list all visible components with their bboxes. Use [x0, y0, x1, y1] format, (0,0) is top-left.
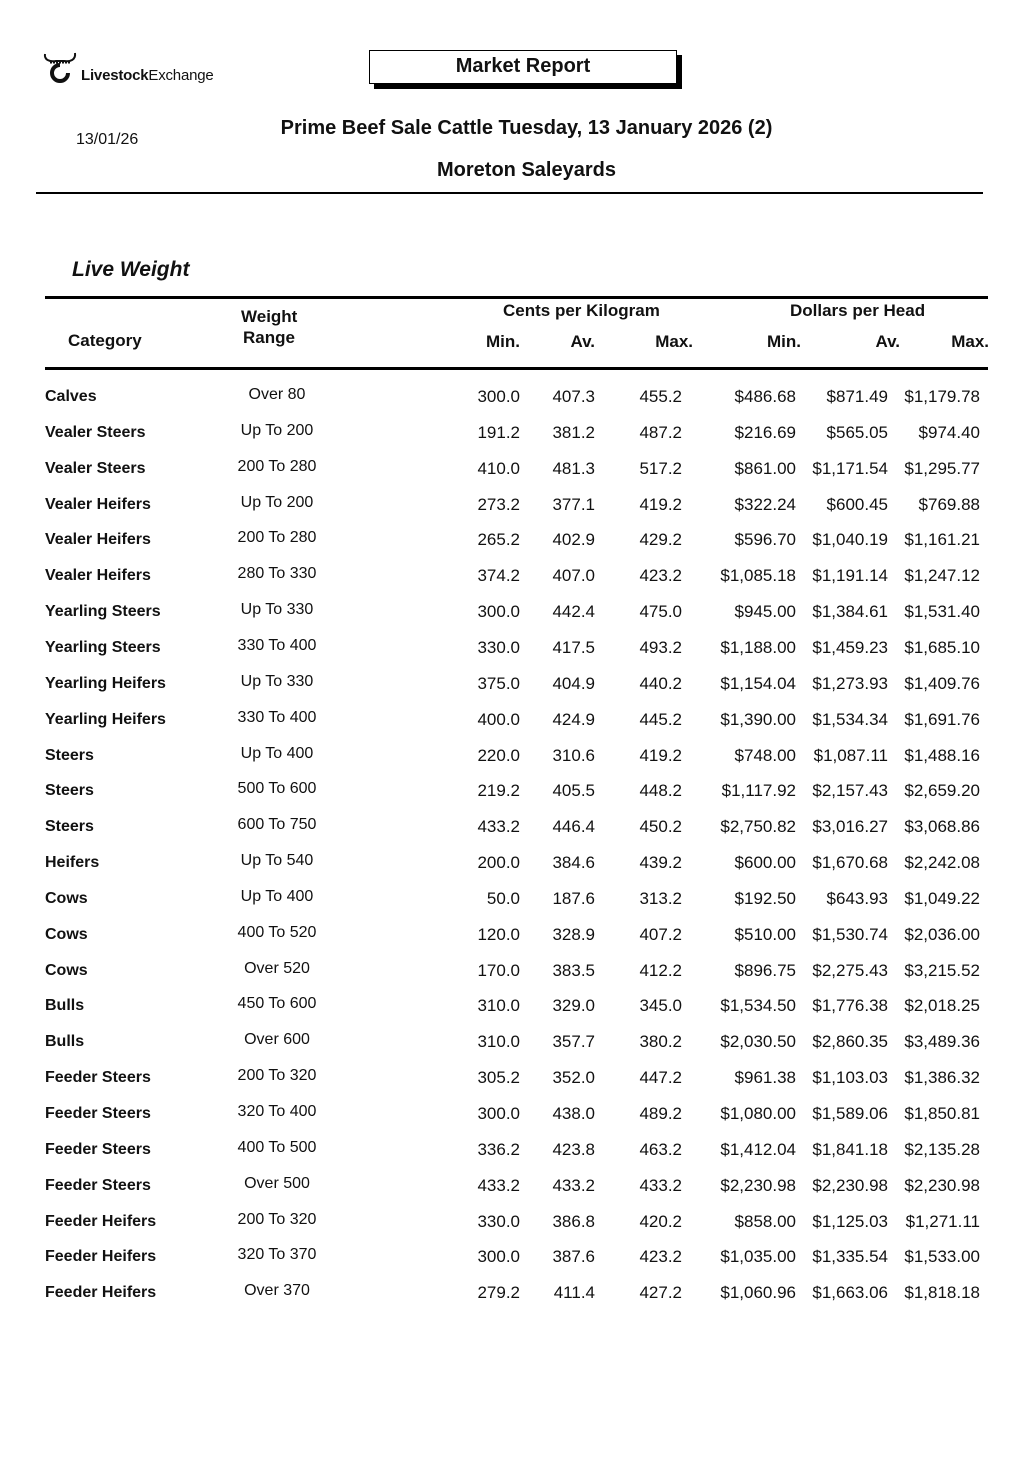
cell-dollars-max: $1,271.11: [905, 1211, 980, 1231]
cell-cents-av: 438.0: [552, 1104, 595, 1123]
cell-dollars-av: $2,157.43: [812, 781, 888, 801]
cell-category: Cows: [45, 889, 88, 907]
cell-cents-av: 377.1: [552, 494, 595, 514]
cell-dollars-av: $1,530.74: [812, 924, 888, 944]
cell-cents-av: 387.6: [552, 1247, 595, 1267]
cell-category: Feeder Steers: [45, 1069, 151, 1087]
cell-cents-max: 448.2: [639, 781, 682, 801]
cell-cents-max: 423.2: [639, 1247, 682, 1267]
cell-dollars-min: $1,390.00: [720, 709, 796, 729]
cell-dollars-max: $2,230.98: [904, 1175, 980, 1195]
cell-category: Heifers: [45, 854, 100, 872]
cell-cents-av: 424.9: [552, 709, 595, 729]
cell-dollars-av: $1,191.14: [812, 566, 888, 586]
cell-dollars-min: $1,085.18: [720, 566, 796, 586]
header-dollars-max: Max.: [951, 332, 989, 351]
cell-cents-min: 200.0: [477, 853, 520, 873]
table-row: [0, 1139, 1033, 1175]
table-row: [0, 673, 1033, 709]
cell-dollars-av: $1,171.54: [812, 458, 888, 478]
table-row: [0, 1282, 1033, 1318]
cell-category: Vealer Steers: [45, 459, 146, 477]
cell-dollars-max: $1,533.00: [904, 1247, 980, 1267]
cell-dollars-av: $1,459.23: [812, 637, 888, 657]
cell-dollars-max: $2,018.25: [904, 996, 980, 1016]
cell-dollars-av: $1,125.03: [812, 1211, 888, 1231]
cell-cents-max: 439.2: [639, 853, 682, 873]
cell-dollars-av: $1,040.19: [812, 530, 888, 550]
header-cents-av: Av.: [570, 332, 595, 351]
cell-cents-min: 374.2: [477, 566, 520, 586]
cell-weight-range: 280 To 330: [237, 565, 317, 583]
cell-dollars-av: $643.93: [826, 888, 888, 908]
header-weight-range-line1: Weight: [241, 307, 298, 326]
cell-dollars-min: $1,080.00: [720, 1104, 796, 1123]
livestock-exchange-logo: [42, 50, 214, 84]
sale-title: Prime Beef Sale Cattle Tuesday, 13 January 2026 (2): [280, 117, 773, 139]
cell-cents-av: 384.6: [552, 853, 595, 873]
cell-weight-range: Up To 200: [240, 493, 314, 511]
cell-cents-min: 310.0: [477, 1032, 520, 1052]
cell-category: Feeder Heifers: [45, 1248, 157, 1266]
cell-weight-range: 320 To 370: [237, 1246, 317, 1264]
cell-cents-min: 410.0: [477, 458, 520, 478]
cell-dollars-min: $216.69: [734, 422, 796, 442]
cell-dollars-max: $1,488.16: [904, 745, 980, 765]
header-dollars-per-head: Dollars per Head: [790, 301, 926, 320]
cell-dollars-min: $192.50: [734, 888, 796, 908]
table-row: [0, 888, 1033, 924]
cell-category: Feeder Steers: [45, 1176, 151, 1194]
cell-dollars-min: $600.00: [734, 853, 796, 873]
cell-category: Steers: [45, 818, 94, 836]
cell-cents-min: 433.2: [477, 817, 520, 837]
cell-category: Bulls: [45, 997, 85, 1015]
header-cents-per-kg: Cents per Kilogram: [503, 301, 660, 320]
cell-category: Yearling Steers: [45, 638, 161, 656]
cell-cents-av: 383.5: [552, 960, 595, 980]
cell-dollars-max: $1,295.77: [904, 458, 980, 478]
cell-cents-max: 419.2: [639, 494, 682, 514]
cell-dollars-av: $1,384.61: [812, 602, 888, 622]
cell-cents-av: 404.9: [552, 673, 595, 693]
cell-cents-min: 300.0: [477, 1104, 520, 1123]
cell-category: Bulls: [45, 1033, 85, 1051]
cell-cents-av: 381.2: [552, 422, 595, 442]
cell-cents-av: 481.3: [552, 458, 595, 478]
cell-dollars-max: $1,691.76: [904, 709, 980, 729]
cell-cents-av: 442.4: [552, 602, 595, 622]
cell-cents-min: 305.2: [477, 1068, 520, 1088]
table-header-rule: [45, 367, 988, 370]
cell-cents-min: 433.2: [477, 1175, 520, 1195]
header-dollars-min: Min.: [767, 332, 801, 351]
cell-dollars-max: $1,850.81: [904, 1104, 980, 1123]
cell-dollars-min: $1,412.04: [720, 1139, 796, 1159]
table-row: [0, 422, 1033, 458]
cell-dollars-av: $3,016.27: [812, 817, 888, 837]
cell-dollars-min: $596.70: [734, 530, 796, 550]
cell-weight-range: 400 To 520: [237, 923, 317, 941]
cell-dollars-av: $1,589.06: [812, 1104, 888, 1123]
cell-cents-min: 219.2: [477, 781, 520, 801]
header-cents-min: Min.: [486, 332, 520, 351]
cell-dollars-min: $510.00: [734, 924, 796, 944]
cell-weight-range: 330 To 400: [237, 636, 317, 654]
table-row: [0, 1175, 1033, 1211]
cell-cents-av: 329.0: [552, 996, 595, 1016]
cell-dollars-max: $1,049.22: [904, 888, 980, 908]
report-date: 13/01/26: [76, 131, 139, 148]
cell-weight-range: Up To 330: [240, 672, 314, 690]
cell-cents-max: 419.2: [639, 745, 682, 765]
cell-dollars-max: $1,409.76: [904, 673, 980, 693]
cell-dollars-min: $2,230.98: [720, 1175, 796, 1195]
cell-cents-min: 170.0: [477, 960, 520, 980]
cell-category: Yearling Heifers: [45, 710, 166, 728]
cell-cents-max: 447.2: [639, 1068, 682, 1088]
table-row: [0, 745, 1033, 781]
table-row: [0, 816, 1033, 852]
header-category: Category: [68, 331, 142, 350]
table-row: [0, 1246, 1033, 1282]
cell-dollars-max: $2,242.08: [904, 853, 980, 873]
report-title: Market Report: [369, 50, 677, 84]
cell-weight-range: Up To 330: [240, 601, 314, 619]
cell-dollars-max: $1,179.78: [904, 387, 980, 406]
cell-cents-min: 265.2: [477, 530, 520, 550]
table-row: [0, 995, 1033, 1031]
header-dollars-av: Av.: [875, 332, 900, 351]
cell-dollars-min: $861.00: [734, 458, 796, 478]
cell-cents-min: 300.0: [477, 602, 520, 622]
cell-dollars-min: $858.00: [734, 1211, 796, 1231]
cell-dollars-min: $322.24: [734, 494, 796, 514]
cell-dollars-av: $1,087.11: [813, 745, 888, 765]
cell-cents-av: 423.8: [552, 1139, 595, 1159]
cell-cents-av: 328.9: [552, 924, 595, 944]
logo-text-regular: Exchange: [148, 67, 214, 84]
cell-dollars-av: $1,335.54: [812, 1247, 888, 1267]
table-row: [0, 924, 1033, 960]
cell-cents-max: 487.2: [639, 422, 682, 442]
cell-cents-max: 412.2: [639, 960, 682, 980]
cell-category: Feeder Steers: [45, 1105, 151, 1122]
cell-cents-min: 330.0: [477, 1211, 520, 1231]
cell-weight-range: 200 To 320: [237, 1210, 317, 1228]
table-row: [0, 960, 1033, 996]
cell-cents-min: 310.0: [477, 996, 520, 1016]
cell-dollars-av: $1,841.18: [812, 1139, 888, 1159]
cell-weight-range: Over 80: [248, 386, 306, 403]
cell-cents-min: 330.0: [477, 637, 520, 657]
cell-cents-max: 429.2: [639, 530, 682, 550]
cell-dollars-max: $769.88: [918, 494, 980, 514]
cell-cents-max: 463.2: [639, 1139, 682, 1159]
table-row: [0, 529, 1033, 565]
cell-dollars-min: $1,154.04: [720, 673, 796, 693]
table-top-rule: [45, 296, 988, 299]
cell-cents-max: 380.2: [639, 1032, 682, 1052]
table-row: [0, 780, 1033, 816]
cell-cents-max: 445.2: [639, 709, 682, 729]
cell-dollars-av: $1,776.38: [812, 996, 888, 1016]
cell-weight-range: 200 To 280: [237, 529, 317, 547]
cell-weight-range: Up To 400: [240, 744, 314, 762]
cell-cents-av: 187.6: [552, 888, 595, 908]
cell-dollars-max: $2,659.20: [904, 781, 980, 801]
cell-cents-max: 455.2: [639, 387, 682, 406]
cell-cents-av: 433.2: [552, 1175, 595, 1195]
cell-category: Feeder Steers: [45, 1140, 151, 1158]
cell-cents-av: 411.4: [553, 1283, 595, 1303]
cell-cents-av: 357.7: [552, 1032, 595, 1052]
cell-dollars-av: $1,103.03: [812, 1068, 888, 1088]
cell-dollars-min: $486.68: [734, 387, 796, 406]
table-row: [0, 601, 1033, 637]
table-row: [0, 1067, 1033, 1103]
cell-dollars-min: $748.00: [734, 745, 796, 765]
cell-dollars-av: $1,670.68: [812, 853, 888, 873]
table-row: [0, 386, 1033, 422]
cell-weight-range: Over 520: [244, 959, 310, 977]
cell-category: Cows: [45, 961, 88, 979]
cell-weight-range: 330 To 400: [237, 708, 317, 726]
cell-dollars-max: $3,215.52: [904, 960, 980, 980]
cell-dollars-min: $1,534.50: [720, 996, 796, 1016]
cell-cents-max: 489.2: [639, 1104, 682, 1123]
cell-cents-max: 313.2: [639, 888, 682, 908]
cell-weight-range: Up To 200: [240, 421, 314, 439]
cell-dollars-min: $1,117.92: [721, 781, 796, 801]
cell-cents-av: 446.4: [552, 817, 595, 837]
cell-dollars-max: $1,247.12: [904, 566, 980, 586]
cell-weight-range: Over 370: [244, 1282, 310, 1300]
cell-cents-av: 386.8: [552, 1211, 595, 1231]
cell-dollars-av: $600.45: [826, 494, 888, 514]
cell-dollars-av: $2,860.35: [812, 1032, 888, 1052]
cell-cents-max: 420.2: [639, 1211, 682, 1231]
cell-category: Vealer Heifers: [45, 567, 151, 585]
cell-category: Feeder Heifers: [45, 1212, 157, 1230]
cell-dollars-min: $1,188.00: [720, 637, 796, 657]
cell-cents-min: 273.2: [477, 494, 520, 514]
table-row: [0, 565, 1033, 601]
cell-dollars-min: $1,035.00: [720, 1247, 796, 1267]
venue-name: Moreton Saleyards: [437, 159, 616, 181]
cell-cents-av: 310.6: [552, 745, 595, 765]
cell-cents-min: 120.0: [477, 924, 520, 944]
cell-cents-av: 405.5: [552, 781, 595, 801]
cell-weight-range: Over 600: [244, 1031, 310, 1049]
cell-category: Vealer Heifers: [45, 531, 151, 549]
table-row: [0, 1103, 1033, 1139]
cell-dollars-max: $1,685.10: [904, 637, 980, 657]
header-cents-max: Max.: [655, 332, 693, 351]
cell-dollars-min: $961.38: [734, 1068, 796, 1088]
cell-cents-min: 50.0: [486, 888, 520, 908]
cell-cents-av: 407.0: [552, 566, 595, 586]
cell-cents-min: 220.0: [477, 745, 520, 765]
cell-cents-min: 375.0: [477, 673, 520, 693]
cell-dollars-av: $2,275.43: [812, 960, 888, 980]
cell-dollars-av: $871.49: [826, 387, 888, 406]
cell-category: Vealer Heifers: [45, 495, 151, 513]
section-title: Live Weight: [72, 258, 190, 281]
cell-cents-min: 279.2: [477, 1283, 520, 1303]
table-row: [0, 637, 1033, 673]
logo-text-bold: Livestock: [81, 67, 149, 84]
cell-cents-max: 493.2: [639, 637, 682, 657]
cell-category: Vealer Steers: [45, 423, 146, 441]
table-row: [0, 1211, 1033, 1247]
cell-dollars-av: $1,273.93: [812, 673, 888, 693]
cell-dollars-min: $2,030.50: [720, 1032, 796, 1052]
cell-cents-max: 427.2: [639, 1283, 682, 1303]
cell-dollars-max: $1,818.18: [904, 1283, 980, 1303]
cell-cents-av: 402.9: [552, 530, 595, 550]
cell-cents-max: 423.2: [639, 566, 682, 586]
cell-dollars-min: $1,060.96: [720, 1283, 796, 1303]
cell-dollars-av: $1,534.34: [812, 709, 888, 729]
cell-weight-range: Up To 540: [240, 852, 314, 870]
cell-weight-range: 200 To 280: [237, 457, 317, 475]
cell-dollars-min: $945.00: [734, 602, 796, 622]
cell-dollars-av: $1,663.06: [812, 1283, 888, 1303]
cell-weight-range: 400 To 500: [237, 1138, 317, 1156]
cell-category: Steers: [45, 746, 94, 764]
cell-dollars-max: $974.40: [918, 422, 980, 442]
cell-dollars-max: $3,489.36: [904, 1032, 980, 1052]
cell-dollars-min: $2,750.82: [720, 817, 796, 837]
cell-cents-max: 407.2: [639, 924, 682, 944]
cell-cents-min: 191.2: [477, 422, 520, 442]
table-row: [0, 1031, 1033, 1067]
bull-horns-icon: [42, 50, 78, 84]
cell-weight-range: Up To 400: [240, 887, 314, 905]
cell-cents-av: 352.0: [552, 1068, 595, 1088]
cell-cents-av: 407.3: [552, 387, 595, 406]
cell-cents-av: 417.5: [552, 637, 595, 657]
cell-cents-min: 300.0: [477, 387, 520, 406]
cell-cents-max: 433.2: [639, 1175, 682, 1195]
cell-dollars-min: $896.75: [734, 960, 796, 980]
cell-dollars-av: $565.05: [826, 422, 888, 442]
cell-weight-range: 450 To 600: [237, 995, 317, 1013]
cell-cents-max: 440.2: [639, 673, 682, 693]
cell-cents-min: 400.0: [477, 709, 520, 729]
cell-cents-max: 450.2: [639, 817, 682, 837]
cell-dollars-av: $2,230.98: [812, 1175, 888, 1195]
cell-dollars-max: $2,135.28: [904, 1139, 980, 1159]
cell-category: Yearling Steers: [45, 603, 161, 621]
cell-dollars-max: $1,386.32: [904, 1068, 980, 1088]
table-row: [0, 709, 1033, 745]
cell-cents-min: 300.0: [477, 1247, 520, 1267]
table-row: [0, 852, 1033, 888]
header-weight-range-line2: Range: [243, 328, 295, 347]
cell-category: Feeder Heifers: [45, 1284, 157, 1302]
cell-cents-min: 336.2: [477, 1139, 520, 1159]
cell-category: Yearling Heifers: [45, 674, 166, 692]
cell-cents-max: 475.0: [639, 602, 682, 622]
cell-weight-range: 200 To 320: [237, 1067, 317, 1085]
cell-weight-range: 500 To 600: [237, 780, 317, 798]
cell-category: Steers: [45, 782, 94, 800]
cell-cents-max: 345.0: [639, 996, 682, 1016]
cell-cents-max: 517.2: [639, 458, 682, 478]
cell-category: Calves: [45, 388, 97, 405]
table-row: [0, 458, 1033, 494]
cell-weight-range: Over 500: [244, 1174, 310, 1192]
cell-dollars-max: $2,036.00: [904, 924, 980, 944]
cell-weight-range: 320 To 400: [237, 1103, 317, 1120]
cell-dollars-max: $3,068.86: [904, 817, 980, 837]
cell-category: Cows: [45, 925, 88, 943]
cell-dollars-max: $1,161.21: [904, 530, 980, 550]
cell-dollars-max: $1,531.40: [904, 602, 980, 622]
table-row: [0, 494, 1033, 530]
header-divider: [36, 192, 983, 194]
cell-weight-range: 600 To 750: [237, 816, 317, 834]
